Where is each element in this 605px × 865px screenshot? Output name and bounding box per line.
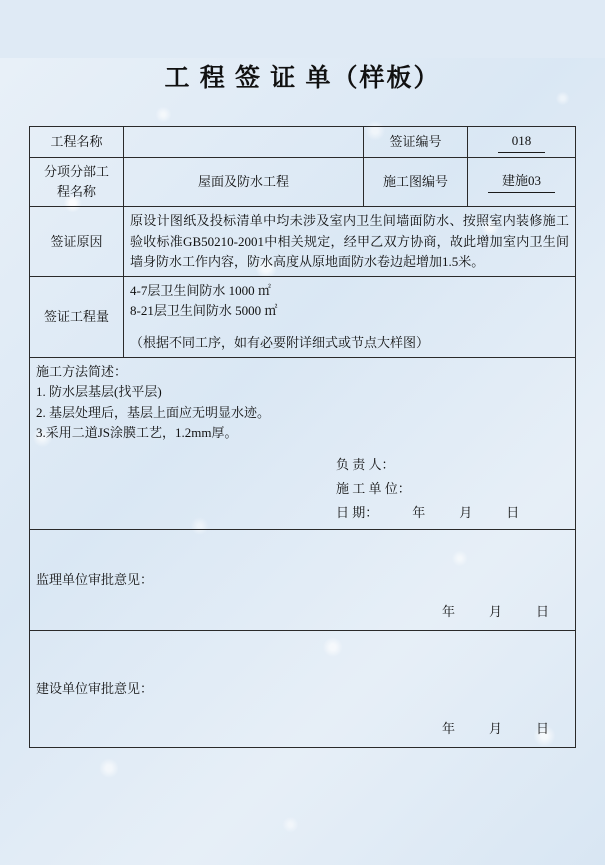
supervisor-date-year: 年 xyxy=(441,603,455,619)
sign-date-day: 日 xyxy=(506,504,520,520)
drawing-no-value-cell[interactable] xyxy=(468,158,576,207)
table-row xyxy=(30,276,576,357)
sign-date-year: 年 xyxy=(412,504,426,520)
drawing-no-value: 建施03 xyxy=(488,171,555,193)
reason-text[interactable]: 原设计图纸及投标清单中均未涉及室内卫生间墙面防水、按照室内装修施工验收标准GB50210-2001中相关规定，经甲乙双方协商，故此增加室内卫生间墙身防水工作内容，防水高度从原地面防水卷边起增加1.5米。 xyxy=(124,207,576,276)
cert-no-value-cell[interactable] xyxy=(468,127,576,158)
method-title: 施工方法简述： xyxy=(36,364,128,380)
supervisor-opinion-date-line xyxy=(442,602,549,622)
cert-no-value: 018 xyxy=(498,131,546,153)
subitem-name-label-line1: 分项分部工 xyxy=(43,164,109,180)
table-row xyxy=(30,207,576,276)
sign-unit-label: 施 工 单 位： xyxy=(336,480,411,496)
table-row xyxy=(30,529,576,630)
owner-opinion-label: 建设单位审批意见： xyxy=(36,680,154,696)
reason-label: 签证原因 xyxy=(30,207,124,276)
owner-opinion-date-line xyxy=(442,719,549,739)
supervisor-opinion-cell[interactable] xyxy=(30,529,576,630)
table-row xyxy=(30,630,576,747)
method-cell[interactable] xyxy=(30,358,576,530)
quantity-label: 签证工程量 xyxy=(30,276,124,357)
table-row xyxy=(30,158,576,207)
quantity-line-2: 8-21层卫生间防水 5000 ㎡ xyxy=(130,302,278,318)
method-item-2: 2. 基层处理后，基层上面应无明显水迹。 xyxy=(36,404,271,420)
method-item-3: 3.采用二道JS涂膜工艺，1.2mm厚。 xyxy=(36,424,238,440)
page-title: 工 程 签 证 单（样板） xyxy=(164,65,441,92)
quantity-note: （根据不同工序，如有必要附详细式或节点大样图） xyxy=(130,335,430,351)
owner-date-day: 日 xyxy=(535,720,549,736)
drawing-no-label: 施工图编号 xyxy=(364,158,468,207)
sign-date-month: 月 xyxy=(459,504,473,520)
table-row xyxy=(30,358,576,530)
sign-date-label: 日 期： xyxy=(336,504,379,520)
supervisor-opinion-label: 监理单位审批意见： xyxy=(36,571,154,587)
table-row xyxy=(30,127,576,158)
subitem-name-label xyxy=(30,158,124,207)
signature-block xyxy=(36,453,569,525)
subitem-name-value[interactable]: 屋面及防水工程 xyxy=(124,158,364,207)
signature-certificate-table xyxy=(29,126,576,748)
owner-date-month: 月 xyxy=(488,720,502,736)
owner-date-year: 年 xyxy=(441,720,455,736)
method-item-1: 1. 防水层基层(找平层) xyxy=(36,384,162,400)
sign-person-label: 负 责 人： xyxy=(336,456,395,472)
subitem-name-label-line2: 程名称 xyxy=(56,184,96,200)
quantity-cell[interactable] xyxy=(124,276,576,357)
project-name-value[interactable] xyxy=(124,127,364,158)
owner-opinion-cell[interactable] xyxy=(30,630,576,747)
sign-date-line xyxy=(336,501,569,525)
supervisor-date-day: 日 xyxy=(535,603,549,619)
cert-no-label: 签证编号 xyxy=(364,127,468,158)
supervisor-date-month: 月 xyxy=(488,603,502,619)
quantity-line-1: 4-7层卫生间防水 1000 ㎡ xyxy=(130,282,271,298)
project-name-label: 工程名称 xyxy=(30,127,124,158)
document-content xyxy=(0,58,605,748)
